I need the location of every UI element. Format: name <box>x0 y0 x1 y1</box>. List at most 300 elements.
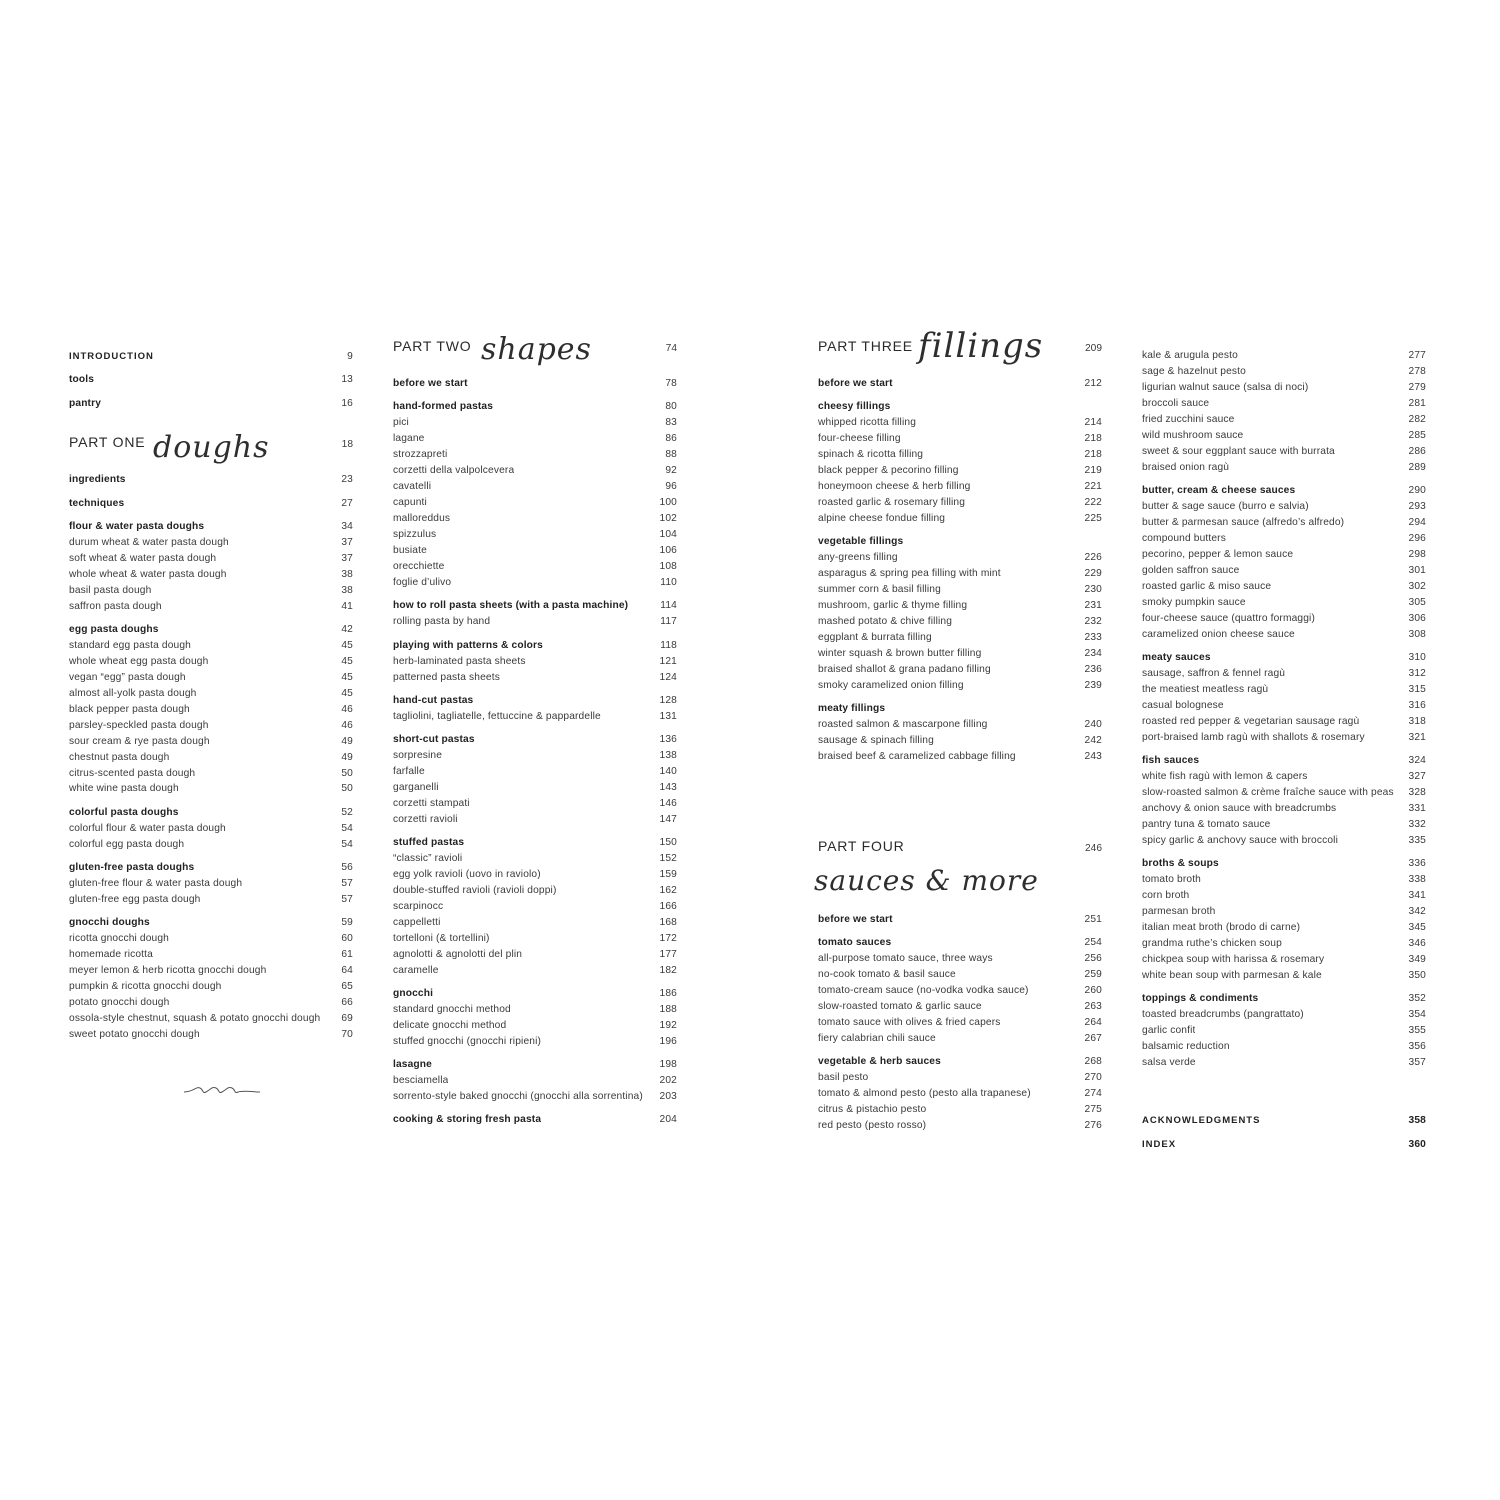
entry-title: tools <box>69 374 95 385</box>
toc-entry-butter-sage-sauce-burro-e-salvia[interactable] <box>1142 499 1426 515</box>
toc-entry-roasted-garlic-miso-sauce[interactable] <box>1142 579 1426 595</box>
page-number: 23 <box>341 474 353 485</box>
entry-title: soft wheat & water pasta dough <box>69 553 217 564</box>
toc-entry-fiery-calabrian-chili-sauce[interactable] <box>818 1031 1102 1047</box>
toc-entry-tomato-broth[interactable] <box>1142 872 1426 888</box>
toc-entry-stuffed-gnocchi-gnocchi-ripieni[interactable] <box>393 1034 677 1050</box>
toc-entry-herb-laminated-pasta-sheets[interactable] <box>393 654 677 670</box>
toc-section-meaty-sauces[interactable] <box>1142 650 1426 666</box>
toc-entry-parsley-speckled-pasta-dough[interactable] <box>69 718 353 734</box>
page-number: 50 <box>341 783 353 794</box>
page-number: 341 <box>1408 890 1426 901</box>
toc-entry-braised-shallot-grana-padano-filling[interactable] <box>818 662 1102 678</box>
toc-entry-classic-ravioli[interactable] <box>393 851 677 867</box>
toc-entry-ossola-style-chestnut-squash-potato-gnocchi-doug[interactable] <box>69 1011 353 1027</box>
toc-section-flour-water-pasta-doughs[interactable] <box>69 519 353 535</box>
entry-title: cooking & storing fresh pasta <box>393 1114 542 1125</box>
page-number: 251 <box>1084 914 1102 925</box>
entry-title: roasted salmon & mascarpone filling <box>818 719 988 730</box>
toc-entry-durum-wheat-water-pasta-dough[interactable] <box>69 535 353 551</box>
page-number: 69 <box>341 1013 353 1024</box>
toc-entry-mashed-potato-chive-filling[interactable] <box>818 614 1102 630</box>
page-number: 131 <box>659 711 677 722</box>
toc-entry-italian-meat-broth-brodo-di-carne[interactable] <box>1142 920 1426 936</box>
page-number: 128 <box>659 695 677 706</box>
entry-title: standard egg pasta dough <box>69 640 191 651</box>
toc-entry-mushroom-garlic-thyme-filling[interactable] <box>818 598 1102 614</box>
toc-entry-tomato-almond-pesto-pesto-alla-trapanese[interactable] <box>818 1086 1102 1102</box>
entry-title: pici <box>393 417 409 428</box>
toc-entry-anchovy-onion-sauce-with-breadcrumbs[interactable] <box>1142 801 1426 817</box>
entry-title: tortelloni (& tortellini) <box>393 933 490 944</box>
toc-section-hand-formed-pastas[interactable] <box>393 399 677 415</box>
entry-title: INTRODUCTION <box>69 351 154 362</box>
page-number: 349 <box>1408 954 1426 965</box>
toc-entry-roasted-red-pepper-vegetarian-sausage-rag[interactable] <box>1142 714 1426 730</box>
entry-title: vegan “egg” pasta dough <box>69 672 186 683</box>
toc-column-1 <box>69 0 353 1500</box>
part-label: PART THREE <box>818 338 913 354</box>
toc-entry-pumpkin-ricotta-gnocchi-dough[interactable] <box>69 979 353 995</box>
toc-entry-vegan-egg-pasta-dough[interactable] <box>69 670 353 686</box>
entry-title: fried zucchini sauce <box>1142 414 1235 425</box>
toc-entry-sour-cream-rye-pasta-dough[interactable] <box>69 734 353 750</box>
toc-entry-homemade-ricotta[interactable] <box>69 947 353 963</box>
toc-entry-standard-egg-pasta-dough[interactable] <box>69 638 353 654</box>
page-number: 54 <box>341 839 353 850</box>
entry-title: meyer lemon & herb ricotta gnocchi dough <box>69 965 267 976</box>
toc-section-hand-cut-pastas[interactable] <box>393 693 677 709</box>
entry-title: tomato broth <box>1142 874 1201 885</box>
page-number: 219 <box>1084 465 1102 476</box>
entry-title: corzetti della valpolcevera <box>393 465 515 476</box>
page-number: 38 <box>341 585 353 596</box>
page-number: 42 <box>341 624 353 635</box>
page-number: 301 <box>1408 565 1426 576</box>
toc-entry-ligurian-walnut-sauce-salsa-di-noci[interactable] <box>1142 380 1426 396</box>
page-number: 278 <box>1408 366 1426 377</box>
toc-entry-casual-bolognese[interactable] <box>1142 698 1426 714</box>
toc-section-tools[interactable] <box>69 372 353 388</box>
toc-entry-scarpinocc[interactable] <box>393 899 677 915</box>
toc-section-pantry[interactable] <box>69 396 353 412</box>
page-number: 352 <box>1408 993 1426 1004</box>
toc-entry-garlic-confit[interactable] <box>1142 1023 1426 1039</box>
page-number: 240 <box>1084 719 1102 730</box>
page-number: 355 <box>1408 1025 1426 1036</box>
toc-section-vegetable-fillings[interactable] <box>818 534 1102 550</box>
toc-entry-citrus-scented-pasta-dough[interactable] <box>69 766 353 782</box>
toc-entry-colorful-flour-water-pasta-dough[interactable] <box>69 821 353 837</box>
toc-section-cooking-storing-fresh-pasta[interactable] <box>393 1112 677 1128</box>
toc-entry-sorpresine[interactable] <box>393 748 677 764</box>
toc-entry-meyer-lemon-herb-ricotta-gnocchi-dough[interactable] <box>69 963 353 979</box>
toc-entry-ricotta-gnocchi-dough[interactable] <box>69 931 353 947</box>
toc-entry-winter-squash-brown-butter-filling[interactable] <box>818 646 1102 662</box>
toc-entry-pecorino-pepper-lemon-sauce[interactable] <box>1142 547 1426 563</box>
page-number: 152 <box>659 853 677 864</box>
toc-section-lasagne[interactable] <box>393 1057 677 1073</box>
page-number: 202 <box>659 1075 677 1086</box>
page-number: 45 <box>341 672 353 683</box>
page-number: 140 <box>659 766 677 777</box>
toc-entry-caramelle[interactable] <box>393 963 677 979</box>
toc-entry-garganelli[interactable] <box>393 780 677 796</box>
entry-title: pantry tuna & tomato sauce <box>1142 819 1271 830</box>
toc-entry-salsa-verde[interactable] <box>1142 1055 1426 1071</box>
entry-title: golden saffron sauce <box>1142 565 1240 576</box>
entry-title: gnocchi doughs <box>69 917 150 928</box>
toc-entry-sausage-saffron-fennel-rag[interactable] <box>1142 666 1426 682</box>
page-number: 230 <box>1084 584 1102 595</box>
toc-entry-whole-wheat-egg-pasta-dough[interactable] <box>69 654 353 670</box>
entry-title: any-greens filling <box>818 552 898 563</box>
entry-title: hand-cut pastas <box>393 695 474 706</box>
page-number: 110 <box>660 577 677 588</box>
toc-entry-spizzulus[interactable] <box>393 527 677 543</box>
toc-entry-agnolotti-agnolotti-del-plin[interactable] <box>393 947 677 963</box>
entry-title: ACKNOWLEDGMENTS <box>1142 1115 1261 1126</box>
toc-entry-rolling-pasta-by-hand[interactable] <box>393 614 677 630</box>
page-number: 46 <box>341 704 353 715</box>
toc-section-butter-cream-cheese-sauces[interactable] <box>1142 483 1426 499</box>
toc-section-before-we-start[interactable] <box>818 912 1102 928</box>
page-number: 209 <box>1085 343 1102 354</box>
entry-title: durum wheat & water pasta dough <box>69 537 229 548</box>
page-number: 332 <box>1408 819 1426 830</box>
entry-title: gnocchi <box>393 988 434 999</box>
toc-entry-colorful-egg-pasta-dough[interactable] <box>69 837 353 853</box>
page-number: 229 <box>1084 568 1102 579</box>
toc-entry-compound-butters[interactable] <box>1142 531 1426 547</box>
toc-entry-tomato-cream-sauce-no-vodka-vodka-sauce[interactable] <box>818 983 1102 999</box>
entry-title: double-stuffed ravioli (ravioli doppi) <box>393 885 557 896</box>
entry-title: lagane <box>393 433 425 444</box>
page-number: 267 <box>1084 1033 1102 1044</box>
toc-entry-potato-gnocchi-dough[interactable] <box>69 995 353 1011</box>
toc-entry-tagliolini-tagliatelle-fettuccine-pappardelle[interactable] <box>393 709 677 725</box>
entry-title: no-cook tomato & basil sauce <box>818 969 956 980</box>
toc-entry-golden-saffron-sauce[interactable] <box>1142 563 1426 579</box>
toc-entry-white-bean-soup-with-parmesan-kale[interactable] <box>1142 968 1426 984</box>
toc-section-gnocchi-doughs[interactable] <box>69 915 353 931</box>
toc-entry-port-braised-lamb-rag-with-shallots-rosemary[interactable] <box>1142 730 1426 746</box>
toc-entry-delicate-gnocchi-method[interactable] <box>393 1018 677 1034</box>
toc-section-vegetable-herb-sauces[interactable] <box>818 1054 1102 1070</box>
entry-title: orecchiette <box>393 561 445 572</box>
toc-section-tomato-sauces[interactable] <box>818 935 1102 951</box>
toc-entry-black-pepper-pecorino-filling[interactable] <box>818 463 1102 479</box>
toc-entry-strozzapreti[interactable] <box>393 447 677 463</box>
part-script-title: fillings <box>918 326 1044 366</box>
toc-entry-corzetti-stampati[interactable] <box>393 796 677 812</box>
page-number: 296 <box>1408 533 1426 544</box>
toc-entry-fried-zucchini-sauce[interactable] <box>1142 412 1426 428</box>
page-number: 360 <box>1408 1139 1426 1150</box>
toc-section-meaty-fillings[interactable] <box>818 701 1102 717</box>
toc-section-cheesy-fillings[interactable] <box>818 399 1102 415</box>
entry-title: whole wheat & water pasta dough <box>69 569 227 580</box>
entry-title: spinach & ricotta filling <box>818 449 924 460</box>
page-number: 315 <box>1408 684 1426 695</box>
toc-entry-red-pesto-pesto-rosso[interactable] <box>818 1118 1102 1134</box>
entry-title: asparagus & spring pea filling with mint <box>818 568 1001 579</box>
entry-title: corn broth <box>1142 890 1190 901</box>
entry-title: lasagne <box>393 1059 432 1070</box>
entry-title: braised beef & caramelized cabbage filling <box>818 751 1016 762</box>
toc-entry-spinach-ricotta-filling[interactable] <box>818 447 1102 463</box>
entry-title: sweet & sour eggplant sauce with burrata <box>1142 446 1335 457</box>
page-number: 34 <box>341 521 353 532</box>
entry-title: sorrento-style baked gnocchi (gnocchi alla sorrentina) <box>393 1091 643 1102</box>
toc-entry-honeymoon-cheese-herb-filling[interactable] <box>818 479 1102 495</box>
toc-entry-saffron-pasta-dough[interactable] <box>69 599 353 615</box>
entry-title: playing with patterns & colors <box>393 640 543 651</box>
entry-title: anchovy & onion sauce with breadcrumbs <box>1142 803 1337 814</box>
page-number: 45 <box>341 688 353 699</box>
entry-title: before we start <box>818 914 893 925</box>
toc-section-acknowledgments[interactable] <box>1142 1113 1426 1129</box>
entry-title: roasted garlic & miso sauce <box>1142 581 1272 592</box>
entry-title: wild mushroom sauce <box>1142 430 1244 441</box>
entry-title: potato gnocchi dough <box>69 997 170 1008</box>
toc-section-stuffed-pastas[interactable] <box>393 835 677 851</box>
toc-entry-braised-onion-rag[interactable] <box>1142 460 1426 476</box>
entry-title: port-braised lamb ragù with shallots & rosemary <box>1142 732 1365 743</box>
entry-title: tagliolini, tagliatelle, fettuccine & pappardelle <box>393 711 601 722</box>
entry-title: salsa verde <box>1142 1057 1196 1068</box>
toc-entry-basil-pesto[interactable] <box>818 1070 1102 1086</box>
toc-entry-whipped-ricotta-filling[interactable] <box>818 415 1102 431</box>
toc-entry-sweet-potato-gnocchi-dough[interactable] <box>69 1027 353 1043</box>
page-number: 146 <box>659 798 677 809</box>
entry-title: smoky caramelized onion filling <box>818 680 964 691</box>
toc-entry-sage-hazelnut-pesto[interactable] <box>1142 364 1426 380</box>
toc-section-before-we-start[interactable] <box>818 376 1102 392</box>
toc-entry-gluten-free-egg-pasta-dough[interactable] <box>69 892 353 908</box>
toc-entry-sweet-sour-eggplant-sauce-with-burrata[interactable] <box>1142 444 1426 460</box>
toc-entry-besciamella[interactable] <box>393 1073 677 1089</box>
toc-entry-sorrento-style-baked-gnocchi-gnocchi-alla-sorren[interactable] <box>393 1089 677 1105</box>
toc-entry-double-stuffed-ravioli-ravioli-doppi[interactable] <box>393 883 677 899</box>
toc-entry-cappelletti[interactable] <box>393 915 677 931</box>
entry-title: red pesto (pesto rosso) <box>818 1120 927 1131</box>
toc-entry-smoky-caramelized-onion-filling[interactable] <box>818 678 1102 694</box>
entry-title: how to roll pasta sheets (with a pasta machine) <box>393 600 629 611</box>
toc-entry-wild-mushroom-sauce[interactable] <box>1142 428 1426 444</box>
entry-title: kale & arugula pesto <box>1142 350 1238 361</box>
page-number: 233 <box>1084 632 1102 643</box>
entry-title: slow-roasted salmon & crème fraîche sauce with peas <box>1142 787 1394 798</box>
toc-entry-slow-roasted-tomato-garlic-sauce[interactable] <box>818 999 1102 1015</box>
toc-entry-smoky-pumpkin-sauce[interactable] <box>1142 595 1426 611</box>
toc-section-short-cut-pastas[interactable] <box>393 732 677 748</box>
page-number: 60 <box>341 933 353 944</box>
page-number: 159 <box>659 869 677 880</box>
toc-entry-any-greens-filling[interactable] <box>818 550 1102 566</box>
toc-entry-corn-broth[interactable] <box>1142 888 1426 904</box>
page-number: 281 <box>1408 398 1426 409</box>
toc-entry-pantry-tuna-tomato-sauce[interactable] <box>1142 817 1426 833</box>
page-number: 188 <box>659 1004 677 1015</box>
toc-entry-the-meatiest-meatless-rag[interactable] <box>1142 682 1426 698</box>
toc-entry-kale-arugula-pesto[interactable] <box>1142 348 1426 364</box>
entry-title: garganelli <box>393 782 439 793</box>
page-number: 279 <box>1408 382 1426 393</box>
entry-title: gluten-free pasta doughs <box>69 862 195 873</box>
toc-entry-roasted-garlic-rosemary-filling[interactable] <box>818 495 1102 511</box>
toc-entry-gluten-free-flour-water-pasta-dough[interactable] <box>69 876 353 892</box>
toc-section-before-we-start[interactable] <box>393 376 677 392</box>
toc-section-egg-pasta-doughs[interactable] <box>69 622 353 638</box>
entry-title: braised onion ragù <box>1142 462 1230 473</box>
entry-title: hand-formed pastas <box>393 401 494 412</box>
toc-entry-egg-yolk-ravioli-uovo-in-raviolo[interactable] <box>393 867 677 883</box>
entry-title: alpine cheese fondue filling <box>818 513 946 524</box>
toc-entry-four-cheese-filling[interactable] <box>818 431 1102 447</box>
toc-entry-whole-wheat-water-pasta-dough[interactable] <box>69 567 353 583</box>
entry-title: sorpresine <box>393 750 443 761</box>
toc-entry-cavatelli[interactable] <box>393 479 677 495</box>
toc-entry-four-cheese-sauce-quattro-formaggi[interactable] <box>1142 611 1426 627</box>
entry-title: roasted red pepper & vegetarian sausage ragù <box>1142 716 1360 727</box>
entry-title: busiate <box>393 545 427 556</box>
toc-entry-chickpea-soup-with-harissa-rosemary[interactable] <box>1142 952 1426 968</box>
page-number: 27 <box>341 498 353 509</box>
toc-entry-almost-all-yolk-pasta-dough[interactable] <box>69 686 353 702</box>
page-number: 57 <box>341 894 353 905</box>
entry-title: capunti <box>393 497 427 508</box>
toc-entry-eggplant-burrata-filling[interactable] <box>818 630 1102 646</box>
toc-entry-foglie-d-ulivo[interactable] <box>393 575 677 591</box>
page-number: 256 <box>1084 953 1102 964</box>
toc-entry-parmesan-broth[interactable] <box>1142 904 1426 920</box>
entry-title: cavatelli <box>393 481 432 492</box>
page-number: 65 <box>341 981 353 992</box>
toc-entry-farfalle[interactable] <box>393 764 677 780</box>
toc-entry-spicy-garlic-anchovy-sauce-with-broccoli[interactable] <box>1142 833 1426 849</box>
entry-title: spicy garlic & anchovy sauce with broccoli <box>1142 835 1338 846</box>
page-number: 143 <box>659 782 677 793</box>
toc-section-colorful-pasta-doughs[interactable] <box>69 805 353 821</box>
toc-entry-citrus-pistachio-pesto[interactable] <box>818 1102 1102 1118</box>
page-number: 177 <box>659 949 677 960</box>
page-number: 232 <box>1084 616 1102 627</box>
page-number: 324 <box>1408 755 1426 766</box>
toc-section-introduction[interactable] <box>69 349 353 365</box>
page-number: 83 <box>665 417 677 428</box>
toc-section-how-to-roll-pasta-sheets-with-a-pasta-machine[interactable] <box>393 598 677 614</box>
entry-title: pecorino, pepper & lemon sauce <box>1142 549 1294 560</box>
page-number: 226 <box>1084 552 1102 563</box>
page-number: 239 <box>1084 680 1102 691</box>
toc-section-techniques[interactable] <box>69 496 353 512</box>
toc-entry-summer-corn-basil-filling[interactable] <box>818 582 1102 598</box>
toc-section-toppings-condiments[interactable] <box>1142 991 1426 1007</box>
toc-entry-slow-roasted-salmon-cr-me-fra-che-sauce-with-pea[interactable] <box>1142 785 1426 801</box>
toc-section-playing-with-patterns-colors[interactable] <box>393 638 677 654</box>
toc-section-broths-soups[interactable] <box>1142 856 1426 872</box>
page-number: 100 <box>659 497 677 508</box>
toc-entry-capunti[interactable] <box>393 495 677 511</box>
toc-entry-tomato-sauce-with-olives-fried-capers[interactable] <box>818 1015 1102 1031</box>
toc-entry-pici[interactable] <box>393 415 677 431</box>
toc-entry-white-fish-rag-with-lemon-capers[interactable] <box>1142 769 1426 785</box>
toc-entry-balsamic-reduction[interactable] <box>1142 1039 1426 1055</box>
entry-title: sausage & spinach filling <box>818 735 934 746</box>
entry-title: corzetti stampati <box>393 798 470 809</box>
toc-entry-all-purpose-tomato-sauce-three-ways[interactable] <box>818 951 1102 967</box>
toc-section-gnocchi[interactable] <box>393 986 677 1002</box>
toc-entry-roasted-salmon-mascarpone-filling[interactable] <box>818 717 1102 733</box>
page-number: 305 <box>1408 597 1426 608</box>
toc-entry-corzetti-ravioli[interactable] <box>393 812 677 828</box>
toc-entry-standard-gnocchi-method[interactable] <box>393 1002 677 1018</box>
toc-entry-white-wine-pasta-dough[interactable] <box>69 781 353 797</box>
page-number: 242 <box>1084 735 1102 746</box>
toc-entry-basil-pasta-dough[interactable] <box>69 583 353 599</box>
toc-section-gluten-free-pasta-doughs[interactable] <box>69 860 353 876</box>
entry-title: citrus-scented pasta dough <box>69 768 196 779</box>
entry-title: saffron pasta dough <box>69 601 162 612</box>
toc-entry-braised-beef-caramelized-cabbage-filling[interactable] <box>818 749 1102 765</box>
toc-entry-sausage-spinach-filling[interactable] <box>818 733 1102 749</box>
entry-title: corzetti ravioli <box>393 814 458 825</box>
toc-section-fish-sauces[interactable] <box>1142 753 1426 769</box>
page-number: 18 <box>341 439 353 450</box>
page-number: 294 <box>1408 517 1426 528</box>
toc-entry-orecchiette[interactable] <box>393 559 677 575</box>
toc-section-ingredients[interactable] <box>69 472 353 488</box>
toc-entry-grandma-ruthe-s-chicken-soup[interactable] <box>1142 936 1426 952</box>
toc-section-index[interactable] <box>1142 1137 1426 1153</box>
toc-entry-alpine-cheese-fondue-filling[interactable] <box>818 511 1102 527</box>
toc-entry-butter-parmesan-sauce-alfredo-s-alfredo[interactable] <box>1142 515 1426 531</box>
entry-title: sausage, saffron & fennel ragù <box>1142 668 1286 679</box>
toc-entry-busiate[interactable] <box>393 543 677 559</box>
toc-entry-soft-wheat-water-pasta-dough[interactable] <box>69 551 353 567</box>
page-number: 275 <box>1084 1104 1102 1115</box>
page-number: 243 <box>1084 751 1102 762</box>
toc-entry-tortelloni-tortellini[interactable] <box>393 931 677 947</box>
toc-entry-asparagus-spring-pea-filling-with-mint[interactable] <box>818 566 1102 582</box>
entry-title: eggplant & burrata filling <box>818 632 932 643</box>
entry-title: basil pesto <box>818 1072 869 1083</box>
page-number: 290 <box>1408 485 1426 496</box>
toc-entry-toasted-breadcrumbs-pangrattato[interactable] <box>1142 1007 1426 1023</box>
page-number: 37 <box>341 537 353 548</box>
toc-entry-malloreddus[interactable] <box>393 511 677 527</box>
page-number: 162 <box>659 885 677 896</box>
entry-title: parmesan broth <box>1142 906 1216 917</box>
toc-entry-no-cook-tomato-basil-sauce[interactable] <box>818 967 1102 983</box>
entry-title: parsley-speckled pasta dough <box>69 720 209 731</box>
toc-entry-corzetti-della-valpolcevera[interactable] <box>393 463 677 479</box>
page-number: 264 <box>1084 1017 1102 1028</box>
page-number: 350 <box>1408 970 1426 981</box>
page-number: 9 <box>347 351 353 362</box>
toc-entry-broccoli-sauce[interactable] <box>1142 396 1426 412</box>
toc-entry-patterned-pasta-sheets[interactable] <box>393 670 677 686</box>
page-number: 302 <box>1408 581 1426 592</box>
entry-title: white fish ragù with lemon & capers <box>1142 771 1308 782</box>
toc-entry-lagane[interactable] <box>393 431 677 447</box>
page-number: 13 <box>341 374 353 385</box>
toc-entry-chestnut-pasta-dough[interactable] <box>69 750 353 766</box>
toc-entry-black-pepper-pasta-dough[interactable] <box>69 702 353 718</box>
page-number: 147 <box>659 814 677 825</box>
toc-entry-caramelized-onion-cheese-sauce[interactable] <box>1142 627 1426 643</box>
